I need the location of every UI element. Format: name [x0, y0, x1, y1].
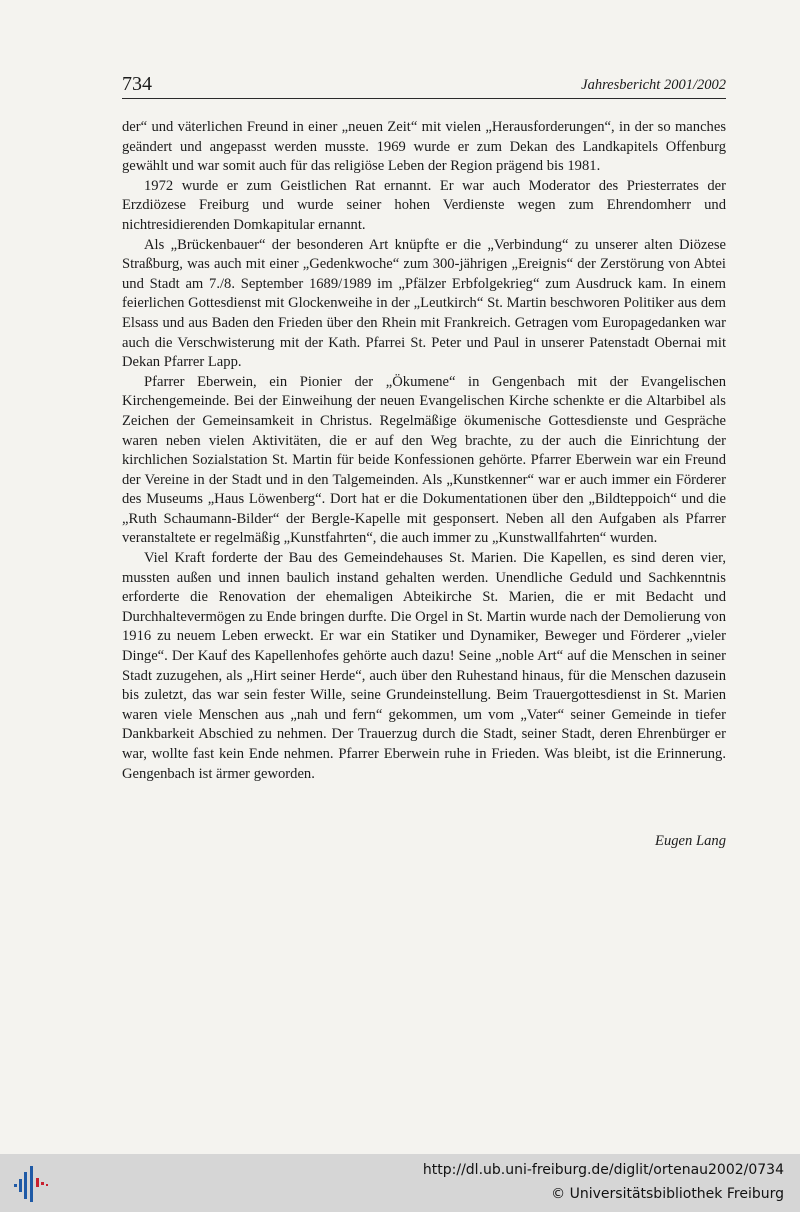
copyright-notice: © Universitätsbibliothek Freiburg: [551, 1186, 784, 1202]
ub-freiburg-logo-icon: [10, 1162, 52, 1204]
article-body: [122, 118, 726, 784]
permalink-url[interactable]: http://dl.ub.uni-freiburg.de/diglit/ortenau2002/0734: [422, 1162, 784, 1178]
page-header: [122, 72, 726, 98]
running-head: Jahresbericht 2001/2002: [581, 77, 726, 93]
paragraph-3: Als „Brückenbauer“ der besonderen Art knüpfte er die „Verbindung“ zu unserer alten Diözese Straßburg, was auch mit einer „Gedenkwoche“ zum 300-jährigen „Ereignis“ der Zerstörung von Abtei und Stadt am 7./8. September 1689/1989 im „Pfälzer Erbfolgekrieg“ zum Ausdruck kam. In einem feierlichen Gottesdienst mit Glockenweihe in der „Leutkirch“ St. Martin beschworen Politiker aus dem Elsass und aus Baden den Frieden über den Rhein mit Frankreich. Getragen vom Europagedanken war auch die Verschwisterung mit der Kath. Pfarrei St. Peter und Paul in unserer Patenstadt Obernai mit Dekan Pfarrer Lapp.: [122, 236, 726, 371]
paragraph-1: der“ und väterlichen Freund in einer „neuen Zeit“ mit vielen „Herausforderungen“, in der so manches geändert und angepasst werden musste. 1969 wurde er zum Dekan des Landkapitels Offenburg gewählt und war somit auch für das religiöse Leben der Region prägend bis 1981.: [122, 119, 726, 175]
author-signature: Eugen Lang: [655, 833, 726, 849]
paragraph-4: Pfarrer Eberwein, ein Pionier der „Ökumene“ in Gengenbach mit der Evangelischen Kirchengemeinde. Bei der Einweihung der neuen Evangelischen Kirche schenkte er die Altarbibel als Zeichen der Gemeinsamkeit in Christus. Regelmäßige ökumenische Gottesdienste und Gespräche waren neben vielen Aktivitäten, die er auf den Weg brachte, zu der auch die Einrichtung der kirchlichen Sozialstation St. Martin für beide Konfessionen gehörte. Pfarrer Eberwein war ein Freund der Vereine in der Stadt und in den Talgemeinden. Als „Kunstkenner“ war er auch immer ein Förderer des Museums „Haus Löwenberg“. Dort hat er die Dokumentationen über den „Bildteppoich“ und die „Ruth Schaumann-Bilder“ der Bergle-Kapelle mit gesponsert. Neben all den Aufgaben als Pfarrer veranstaltete er regelmäßig „Kunstfahrten“, die auch immer zu „Kunstwallfahrten“ wurden.: [122, 373, 726, 547]
page-number: 734: [122, 73, 152, 95]
paragraph-5: Viel Kraft forderte der Bau des Gemeindehauses St. Marien. Die Kapellen, es sind deren vier, mussten außen und innen baulich instand gehalten werden. Unendliche Geduld und Sachkenntnis erforderte die Renovation der ehemaligen Abteikirche St. Marien, die er mit Bedacht und Durchhaltevermögen zu Ende bringen durfte. Die Orgel in St. Martin wurde nach der Demolierung von 1916 zu neuem Leben erweckt. Er war ein Statiker und Dynamiker, Beweger und Förderer „vieler Dinge“. Der Kauf des Kapellenhofes gehörte auch dazu! Seine „noble Art“ auf die Menschen in seiner Stadt zuzugehen, als „Hirt seiner Herde“, auch über den Ruhestand hinaus, für die Menschen dazusein bis zuletzt, das war sein fester Wille, seine Grundeinstellung. Beim Trauergottesdienst in St. Marien waren viele Menschen aus „nah und fern“ gekommen, um vom „Vater“ seiner Gemeinde in tiefer Dankbarkeit Abschied zu nehmen. Der Trauerzug durch die Stadt, seiner Stadt, deren Ehrenbürger er war, wollte fast kein Ende nehmen. Pfarrer Eberwein ruhe in Frieden. Was bleibt, ist die Erinnerung. Gengenbach ist ärmer geworden.: [122, 550, 726, 782]
footer-bar: [0, 1154, 800, 1212]
paragraph-2: 1972 wurde er zum Geistlichen Rat ernannt. Er war auch Moderator des Priesterrates der Erzdiözese Freiburg und wurde seiner hohen Verdienste wegen zum Ehrendomherr und nichtresidierenden Domkapitular ernannt.: [122, 177, 726, 233]
header-rule: [122, 98, 726, 99]
